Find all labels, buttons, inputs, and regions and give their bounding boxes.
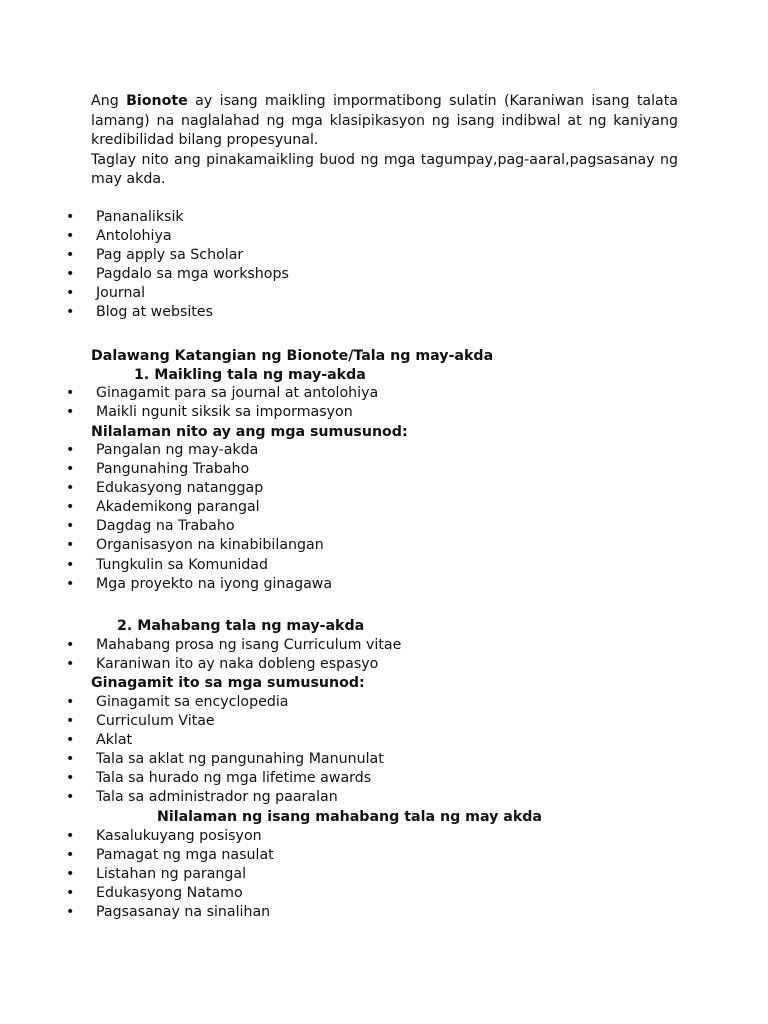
bullet-icon: • (66, 556, 75, 573)
part2-uses-heading: Ginagamit ito sa mga sumusunod: (91, 675, 365, 691)
part1-contents-heading: Nilalaman nito ay ang mga sumusunod: (91, 424, 408, 440)
bullet-icon: • (66, 694, 75, 710)
bullet-icon: • (66, 847, 75, 864)
list-item: • Listahan ng parangal (0, 865, 768, 884)
bullet-icon: • (66, 885, 75, 902)
bullet-icon: • (66, 866, 75, 883)
bullet-icon: • (66, 828, 75, 844)
list-item: • Tungkulin sa Komunidad (0, 556, 768, 575)
list-item: • Akademikong parangal (0, 498, 768, 517)
bullet-icon: • (66, 637, 75, 653)
bullet-icon: • (66, 228, 75, 245)
list-item: • Tala sa aklat ng pangunahing Manunulat (0, 750, 768, 769)
list-item: • Tala sa hurado ng mga lifetime awards (0, 769, 768, 788)
bullet-icon: • (66, 518, 75, 535)
bullet-icon: • (66, 247, 75, 264)
bionote-summary: Taglay nito ang pinakamaikling buod ng mga tagumpay,pag-aaral,pagsasanay ng may akda. (91, 151, 678, 187)
list-item: • Dagdag na Trabaho (0, 517, 768, 536)
bullet-icon: • (66, 751, 75, 768)
list-item: • Blog at websites (0, 303, 768, 322)
bullet-icon: • (66, 770, 75, 787)
list-item: • Edukasyong natanggap (0, 479, 768, 498)
bullet-icon: • (66, 732, 75, 749)
list-item: • Antolohiya (0, 227, 768, 246)
intro-paragraph (91, 92, 678, 190)
bullet-icon: • (66, 499, 75, 516)
list-item: • Kasalukuyang posisyon (0, 827, 768, 846)
list-item: • Mahabang prosa ng isang Curriculum vitae (0, 636, 768, 655)
part2-uses-list (0, 693, 768, 808)
list-item: • Maikli ngunit siksik sa impormasyon (0, 403, 768, 422)
part2-contents-list (0, 827, 768, 922)
list-item: • Journal (0, 284, 768, 303)
list-item: • Curriculum Vitae (0, 712, 768, 731)
list-item: • Tala sa administrador ng paaralan (0, 788, 768, 807)
bullet-icon: • (66, 904, 75, 921)
bionote-term: Bionote (126, 93, 188, 109)
bullet-icon: • (66, 575, 75, 592)
part1-heading: 1. Maikling tala ng may-akda (134, 367, 366, 383)
bionote-definition (91, 92, 678, 151)
list-item: • Organisasyon na kinabibilangan (0, 536, 768, 555)
list-item: • Karaniwan ito ay naka dobleng espasyo (0, 655, 768, 674)
bullet-icon: • (66, 304, 75, 321)
list-item: • Pagdalo sa mga workshops (0, 265, 768, 284)
list-item: • Pangunahing Trabaho (0, 460, 768, 479)
bullet-icon: • (66, 480, 75, 497)
list-item: • Pag apply sa Scholar (0, 246, 768, 265)
bullet-icon: • (66, 656, 75, 673)
list-item: • Mga proyekto na iyong ginagawa (0, 575, 768, 594)
bullet-icon: • (66, 713, 75, 730)
list-item: • Aklat (0, 731, 768, 750)
list-item: • Pananaliksik (0, 208, 768, 227)
list-item: • Pagsasanay na sinalihan (0, 903, 768, 922)
bullet-icon: • (66, 789, 75, 806)
list-item: • Pamagat ng mga nasulat (0, 846, 768, 865)
purpose-list (0, 208, 768, 323)
list-item: • Ginagamit sa encyclopedia (0, 693, 768, 712)
part1-contents-list (0, 441, 768, 594)
definition-text: ay isang maikling impormatibong sulatin (Karaniwan isang talata lamang) na naglalahad ng mga klasipikasyon ng isang indibwal at ng kaniyang kredibilidad bilang propesyunal. (91, 93, 678, 148)
list-item: • Pangalan ng may-akda (0, 441, 768, 460)
part1-points (0, 384, 768, 422)
part2-contents-heading: Nilalaman ng isang mahabang tala ng may akda (157, 809, 543, 825)
bullet-icon: • (66, 266, 75, 283)
section-title: Dalawang Katangian ng Bionote/Tala ng may-akda (91, 348, 494, 364)
bullet-icon: • (66, 404, 75, 421)
bullet-icon: • (66, 442, 75, 458)
bullet-icon: • (66, 461, 75, 478)
bullet-icon: • (66, 285, 75, 302)
intro-word: Ang (91, 93, 127, 109)
list-item: • Edukasyong Natamo (0, 884, 768, 903)
bullet-icon: • (66, 537, 75, 554)
part2-points (0, 636, 768, 674)
list-item: • Ginagamit para sa journal at antolohiya (0, 384, 768, 403)
bullet-icon: • (66, 385, 75, 401)
part2-heading: 2. Mahabang tala ng may-akda (117, 618, 365, 634)
bullet-icon: • (66, 209, 75, 225)
